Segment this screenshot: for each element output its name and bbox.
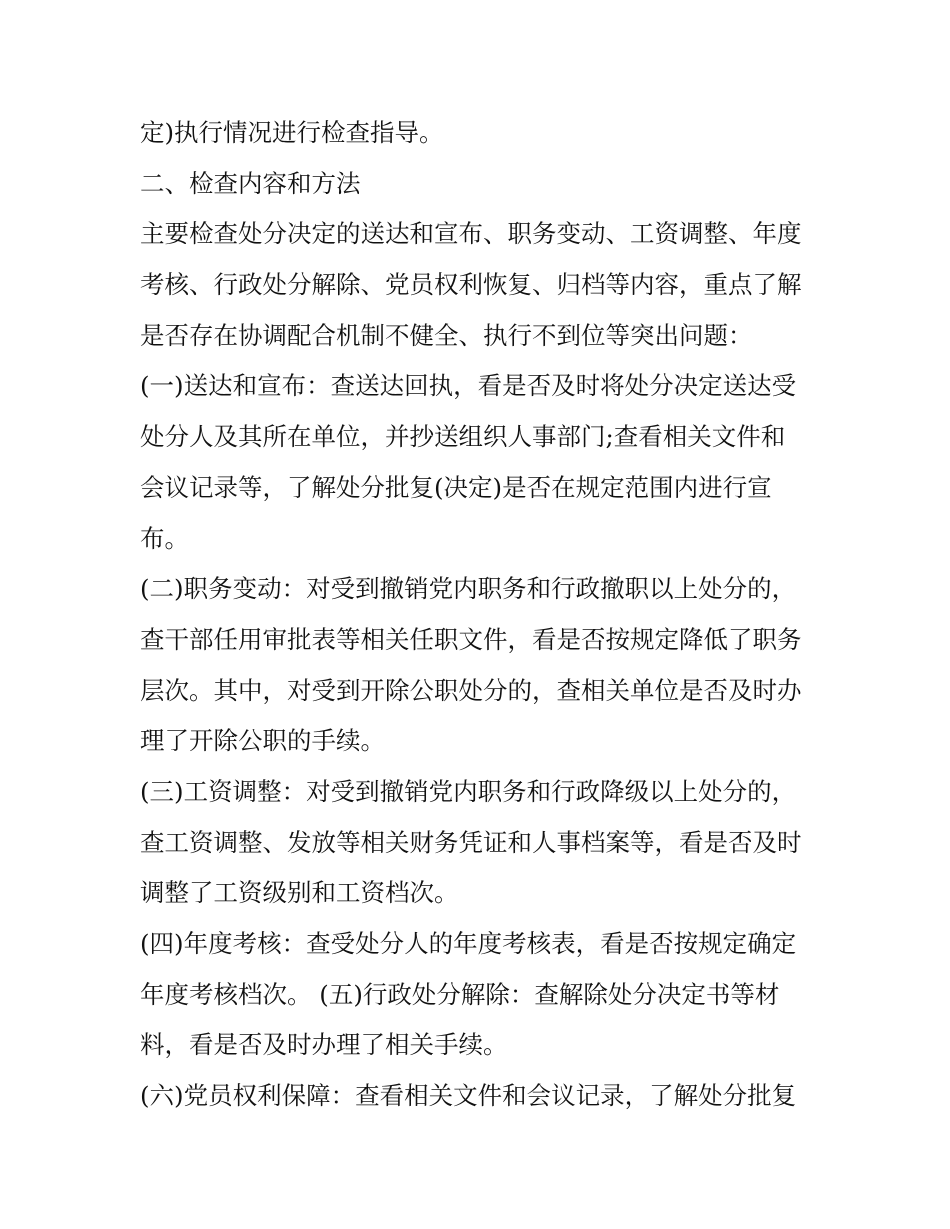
text-line: 会议记录等，了解处分批复(决定)是否在规定范围内进行宣 [140, 472, 772, 502]
text-line: 年度考核档次。 (五)行政处分解除：查解除处分决定书等材 [140, 979, 780, 1009]
text-line: 层次。其中，对受到开除公职处分的，查相关单位是否及时办 [140, 675, 802, 705]
text-line: 料，看是否及时办理了相关手续。 [140, 1030, 508, 1060]
section-heading: 二、检查内容和方法 [140, 168, 361, 198]
text-line: (一)送达和宣布：查送达回执，看是否及时将处分决定送达受 [140, 371, 797, 401]
text-line: 查工资调整、发放等相关财务凭证和人事档案等，看是否及时 [140, 827, 802, 857]
document-body [140, 108, 820, 1122]
text-line: 主要检查处分决定的送达和宣布、职务变动、工资调整、年度 [140, 219, 802, 249]
text-line: 调整了工资级别和工资档次。 [140, 878, 459, 908]
text-line: 考核、行政处分解除、党员权利恢复、归档等内容，重点了解 [140, 270, 802, 300]
text-line: 理了开除公职的手续。 [140, 726, 385, 756]
text-line: (六)党员权利保障：查看相关文件和会议记录，了解处分批复 [140, 1081, 797, 1111]
text-line: 定)执行情况进行检查指导。 [140, 118, 444, 147]
text-line: 查干部任用审批表等相关任职文件，看是否按规定降低了职务 [140, 624, 802, 654]
text-line: (三)工资调整：对受到撤销党内职务和行政降级以上处分的， [140, 776, 797, 806]
text-line: (四)年度考核：查受处分人的年度考核表，看是否按规定确定 [140, 929, 797, 958]
text-line: (二)职务变动：对受到撤销党内职务和行政撤职以上处分的， [140, 574, 797, 604]
text-line: 布。 [140, 523, 189, 553]
text-line: 是否存在协调配合机制不健全、执行不到位等突出问题： [140, 320, 753, 350]
text-line: 处分人及其所在单位，并抄送组织人事部门;查看相关文件和 [140, 422, 786, 452]
